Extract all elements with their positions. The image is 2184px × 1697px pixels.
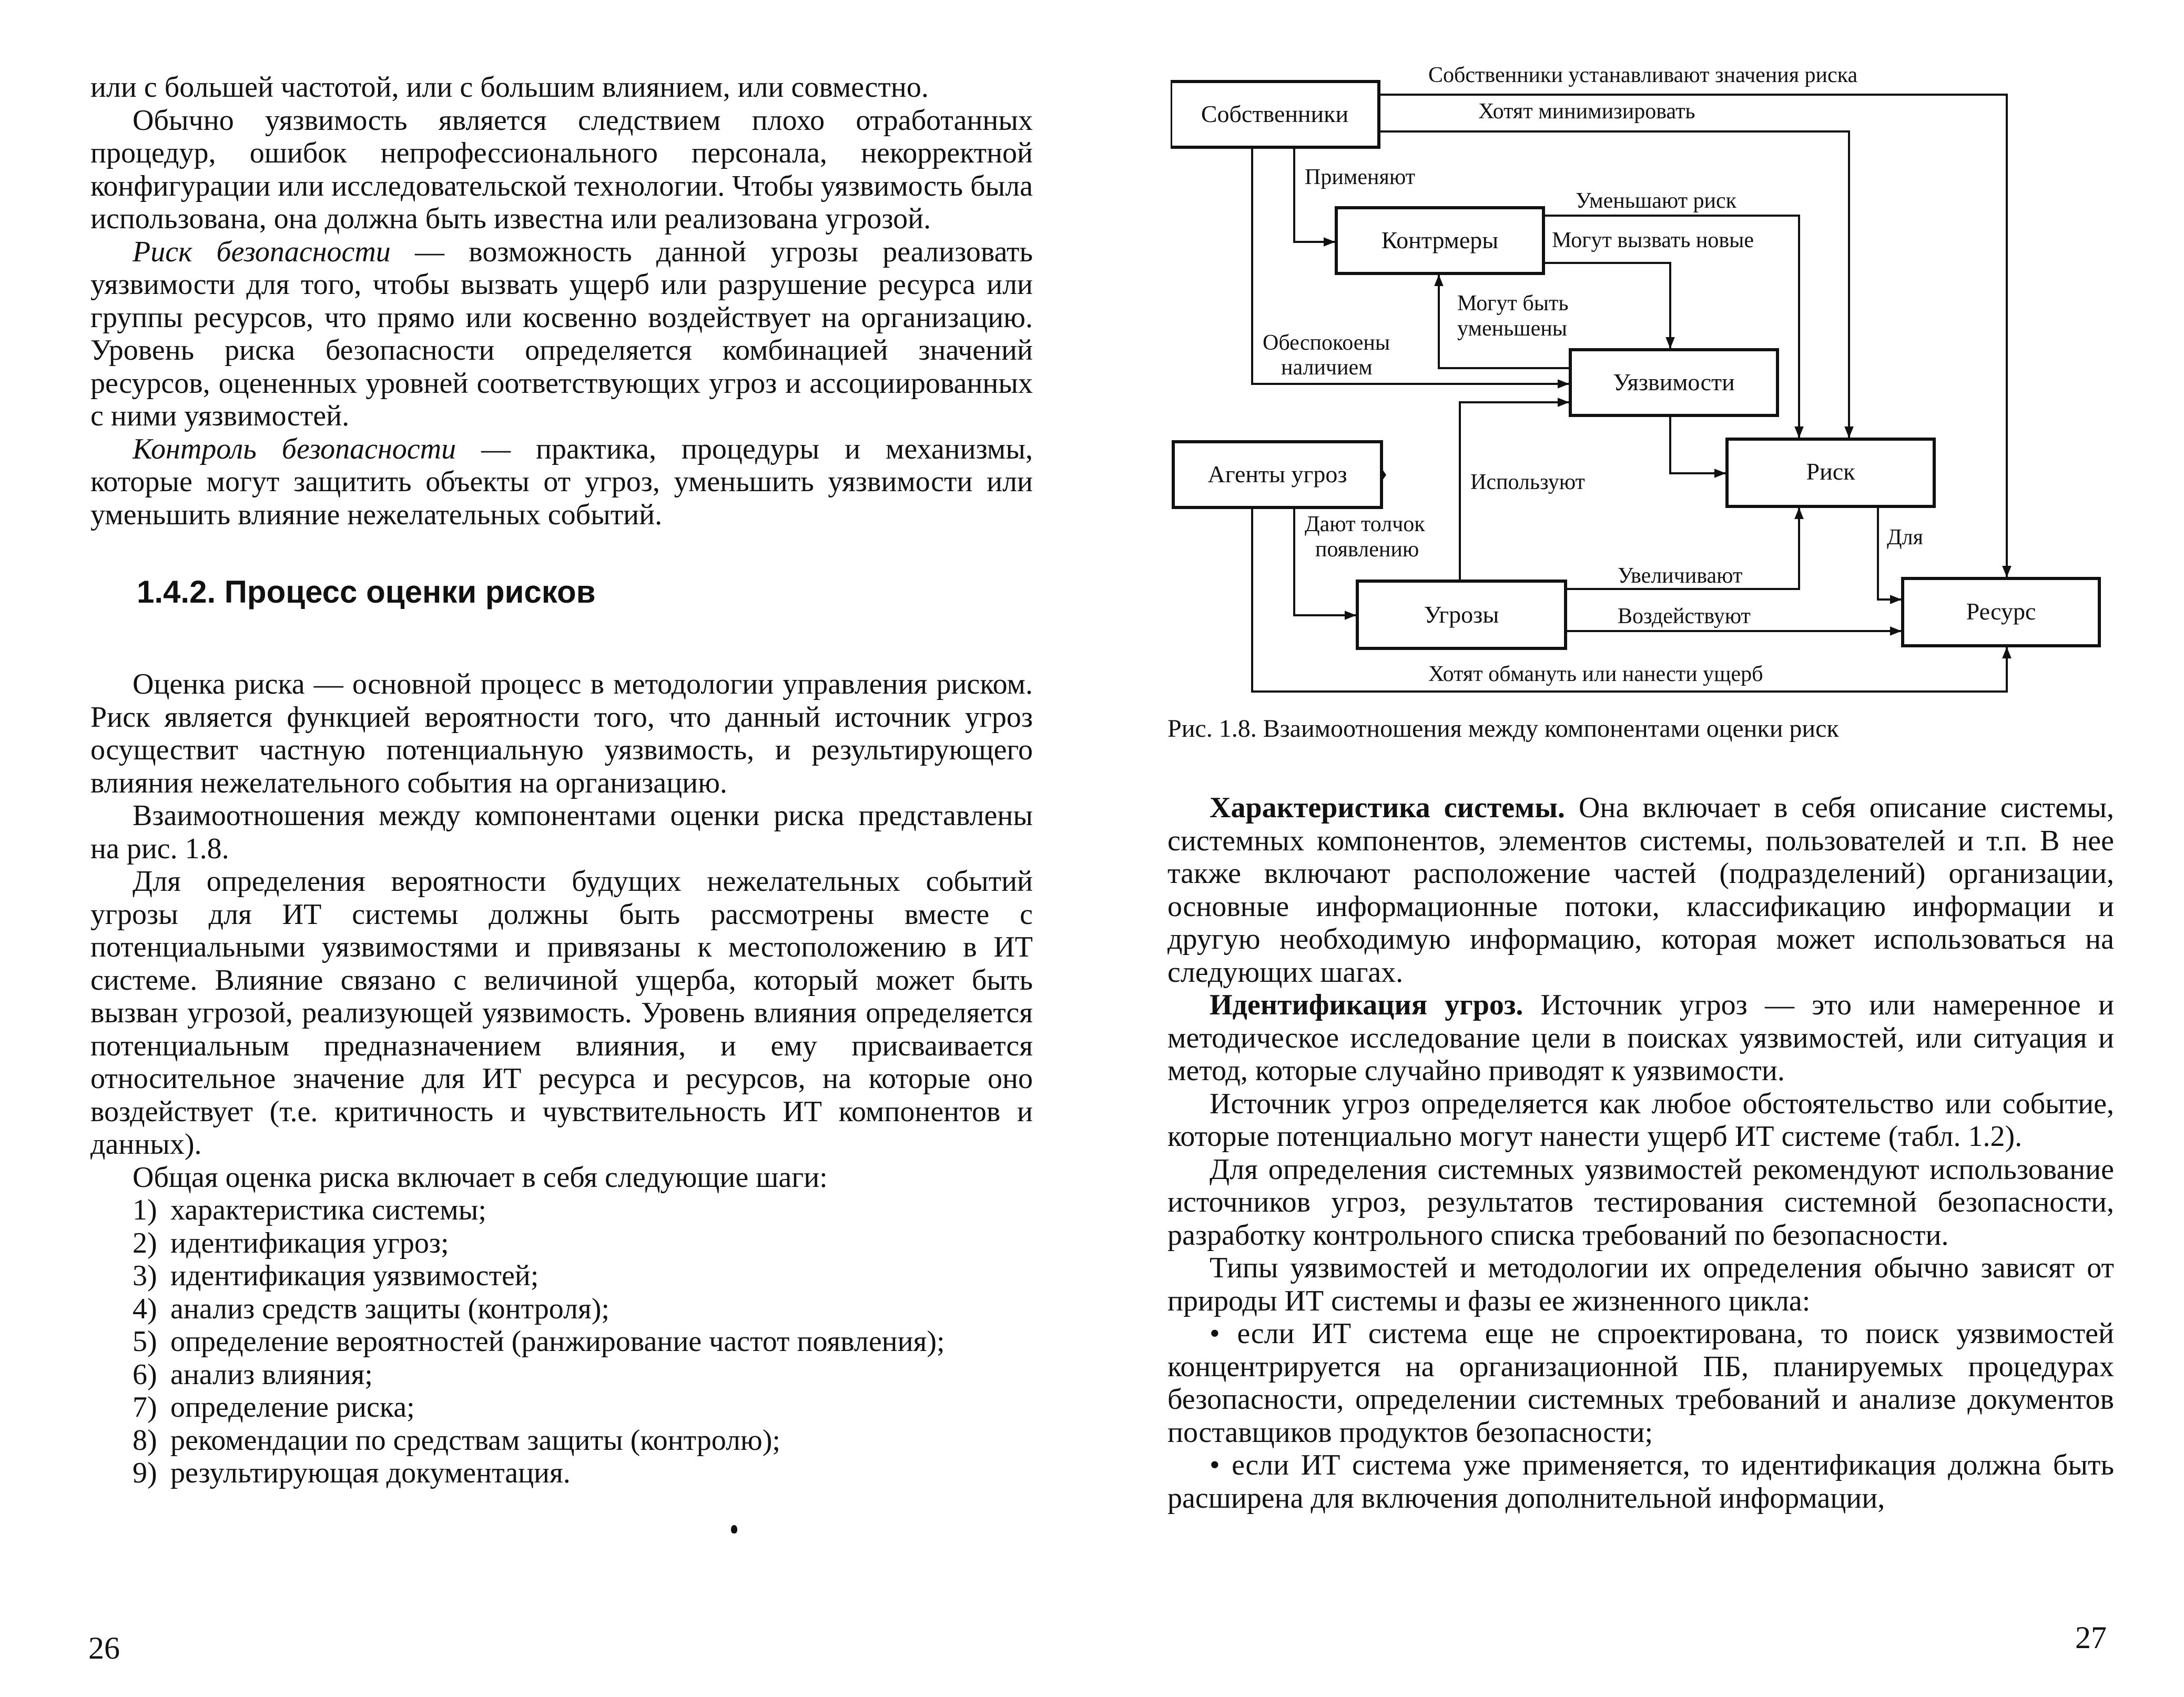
node-threat-agents: Агенты угроз [1207,461,1347,487]
node-risk: Риск [1806,458,1855,485]
edge-label-owners-set-risk: Собственники устанавливают значения риска [1428,63,1858,87]
edge-label-concerned-2: наличием [1281,355,1373,380]
term-risk-security: Риск безопасности [133,235,391,268]
list-text: результирующая документация. [170,1457,571,1489]
definition-text: — возможность данной угрозы реализовать уязвимости для того, чтобы вызвать ущерб или разрушение ресурса или группы ресурсов, что прямо или косвенно воздействует на организацию. Уровень риска безопасности определяется комбинацией значений ресурсов, оцененных уровней соответствующих угроз и ассоциированных с ними уязвимостей. [90,235,1033,432]
edge-label-want-minimize: Хотят минимизировать [1478,99,1695,124]
paragraph: Для определения системных уязвимостей рекомендуют использование источников угроз, результатов тестирования системной безопасности, разработку контрольного списка требований по безопасности. [1167,1153,2114,1252]
edge-label-give-rise-2: появлению [1315,537,1419,562]
edge-label-for: Для [1887,525,1923,550]
threat-identification-paragraph [1167,989,2114,1088]
page-number: 26 [88,1631,120,1665]
list-number: 1) [133,1194,157,1226]
paragraph: Обычно уязвимость является следствием плохо отработанных процедур, ошибок непрофессионального персонала, некорректной конфигурации или исследовательской технологии. Чтобы уязвимость была использована, она должна быть известна или реализована угрозой. [90,104,1033,235]
term-threat-identification: Идентификация угроз. [1210,989,1523,1021]
list-item [133,1325,1033,1358]
list-number: 6) [133,1358,157,1391]
figure-caption: Рис. 1.8. Взаимоотношения между компонентами оценки риск [1167,715,1839,743]
node-owners: Собственники [1201,100,1349,127]
term-control-security: Контроль безопасности [133,432,456,465]
list-number: 8) [133,1424,157,1457]
section-heading: 1.4.2. Процесс оценки рисков [137,574,596,609]
left-page-text-column [90,71,1033,1490]
list-number: 2) [133,1226,157,1259]
list-item [133,1457,1033,1490]
list-item [133,1259,1033,1293]
page-number: 27 [2075,1620,2107,1655]
list-text: анализ влияния; [170,1358,373,1391]
list-number: 7) [133,1391,157,1424]
list-item [133,1227,1033,1260]
list-text: характеристика системы; [170,1194,486,1226]
node-vulnerabilities: Уязвимости [1613,369,1735,395]
list-text: определение риска; [170,1391,415,1424]
paragraph: Для определения вероятности будущих нежелательных событий угрозы для ИТ системы должны быть рассмотрены вместе с потенциальными уязвимостями и привязаны к местоположению в ИТ системе. Влияние связано с величиной ущерба, который может быть вызван угрозой, реализующей уязвимость. Уровень влияния определяется потенциальным предназначением влияния, и ему присваивается относительное значение для ИТ ресурса и ресурсов, на которые оно воздействует (т.е. критичность и чувствительность ИТ компонентов и данных). [90,865,1033,1161]
list-text: анализ средств защиты (контроля); [170,1292,610,1325]
paragraph-text: Она включает в себя описание системы, системных компонентов, элементов системы, пользователей и т.п. В нее также включают расположение частей (подразделений) организации, основные информационные потоки, классификацию информации и другую необходимую информацию, которая может использоваться на следующих шагах. [1167,791,2115,989]
steps-intro: Общая оценка риска включает в себя следующие шаги: [133,1161,828,1194]
edge-label-reduce-risk: Уменьшают риск [1576,189,1737,213]
definition-control-paragraph [90,433,1033,532]
list-number: 3) [133,1259,157,1292]
list-text: идентификация уязвимостей; [170,1259,539,1292]
list-number: 4) [133,1292,157,1325]
list-item [133,1358,1033,1391]
right-page-text-column [1167,791,2114,1515]
paragraph: Оценка риска — основной процесс в методологии управления риском. Риск является функцией вероятности того, что данный источник угроз осуществит частную потенциальную уязвимость, и результирующего влияния нежелательного события на организацию. [90,668,1033,799]
scan-speck [731,1525,737,1533]
node-resource: Ресурс [1966,598,2036,625]
node-threats: Угрозы [1424,601,1499,628]
section-heading-wrap [90,573,1033,611]
definition-text: — практика, процедуры и механизмы, которые могут защитить объекты от угроз, уменьшить уязвимости или уменьшить влияние нежелательных событий. [90,432,1033,531]
edge-label-may-be-reduced-1: Могут быть [1457,291,1569,316]
list-item [133,1194,1033,1227]
edge-label-give-rise-1: Дают толчок [1305,512,1425,536]
paragraph: Типы уязвимостей и методологии их определения обычно зависят от природы ИТ системы и фазы ее жизненного цикла: [1167,1252,2114,1317]
list-number: 9) [133,1457,157,1489]
edge-label-may-be-reduced-2: уменьшены [1457,317,1567,341]
list-item [133,1424,1033,1457]
paragraph-text: Источник угроз — это или намеренное и методическое исследование цели в поисках уязвимостей, или ситуация и метод, которые случайно приводят к уязвимости. [1167,989,2114,1087]
edge-label-apply: Применяют [1305,165,1415,189]
edge-label-increase: Увеличивают [1618,564,1743,588]
list-text: идентификация угроз; [170,1226,449,1259]
paragraph: Взаимоотношения между компонентами оценки риска представлены на рис. 1.8. [90,799,1033,865]
edge-label-use: Используют [1470,470,1585,494]
list-text: определение вероятностей (ранжирование частот появления); [170,1325,945,1358]
list-item [133,1391,1033,1424]
system-characteristics-paragraph [1167,791,2114,989]
definition-risk-paragraph [90,236,1033,433]
edge-label-may-cause-new: Могут вызвать новые [1552,228,1754,252]
bullet-item: • если ИТ система уже применяется, то идентификация должна быть расширена для включения дополнительной информации, [1167,1449,2114,1515]
bullet-item: • если ИТ система еще не спроектирована, то поиск уязвимостей концентрируется на организационной ПБ, планируемых процедурах безопасности, определении системных требований и анализе документов поставщиков продуктов безопасности; [1167,1317,2114,1449]
list-number: 5) [133,1325,157,1358]
edge-label-concerned-1: Обеспокоены [1263,331,1390,355]
paragraph: Источник угроз определяется как любое обстоятельство или событие, которые потенциально могут нанести ущерб ИТ системе (табл. 1.2). [1167,1087,2114,1153]
list-item [133,1293,1033,1326]
edge-label-want-harm: Хотят обмануть или нанести ущерб [1428,662,1763,686]
node-countermeasures: Контрмеры [1381,227,1499,253]
list-text: рекомендации по средствам защиты (контролю); [170,1424,780,1457]
term-system-characteristics: Характеристика системы. [1210,791,1565,824]
paragraph: или с большей частотой, или с большим влиянием, или совместно. [90,71,929,104]
edge-label-affect: Воздействуют [1618,604,1751,628]
right-page [1092,0,2184,1697]
steps-list [90,1194,1033,1490]
